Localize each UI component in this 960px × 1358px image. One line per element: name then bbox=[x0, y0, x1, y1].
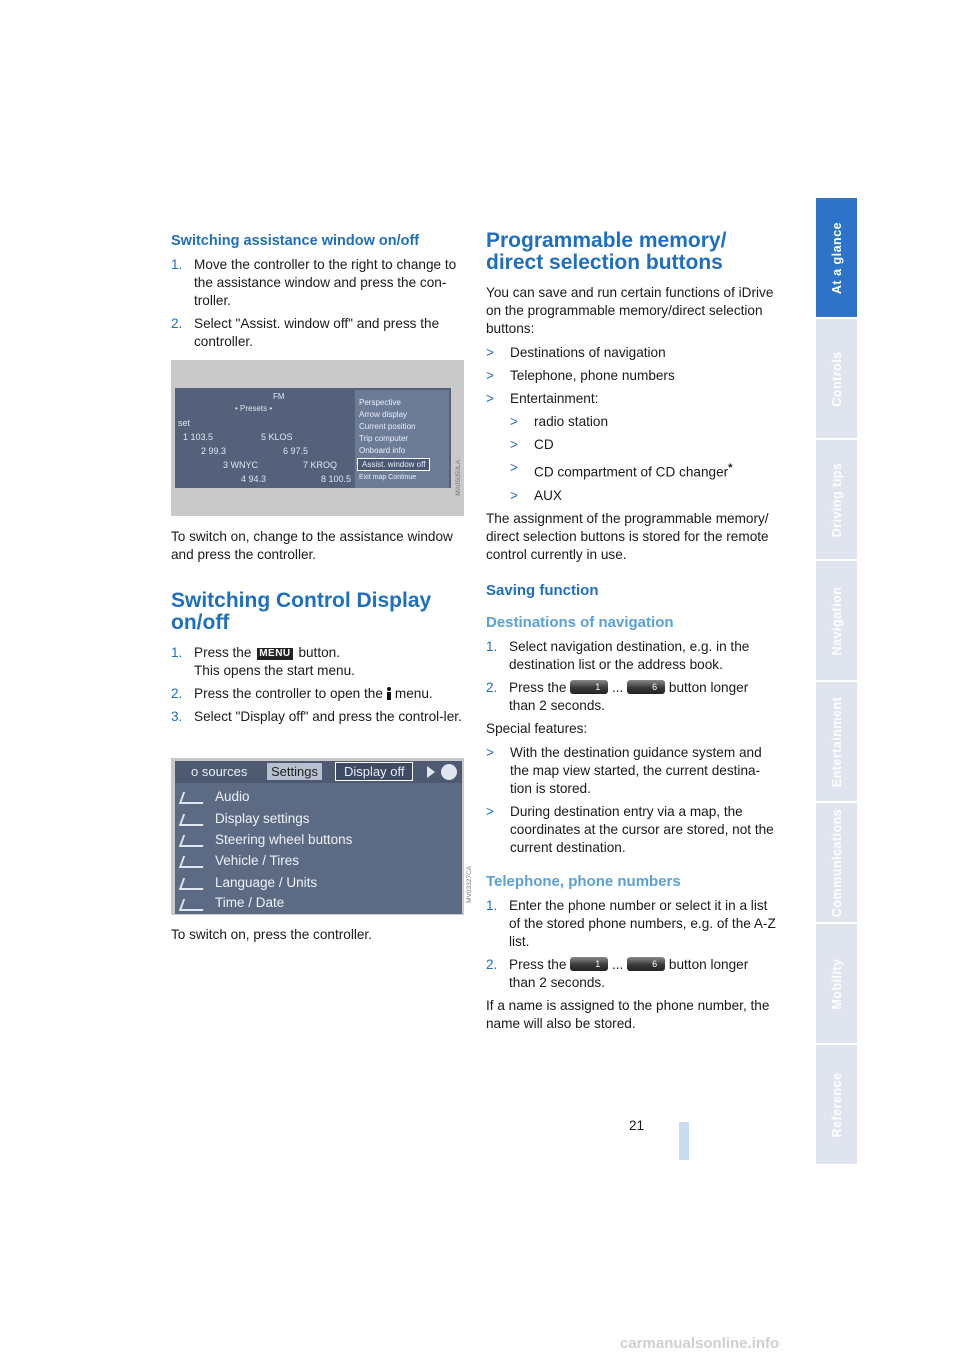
list-item bbox=[486, 390, 778, 408]
step-number: 1. bbox=[486, 638, 498, 654]
step-number: 2. bbox=[486, 956, 498, 972]
tab-sources: o sources bbox=[191, 764, 248, 779]
menu-item: Steering wheel buttons bbox=[215, 832, 353, 847]
ellipsis: ... bbox=[611, 679, 624, 695]
tab-navigation[interactable] bbox=[816, 561, 857, 680]
step-text: Select "Assist. window off" and press the controller. bbox=[194, 316, 440, 349]
station: 2 99.3 bbox=[201, 446, 227, 456]
tab-label: Reference bbox=[829, 1072, 844, 1137]
sub-list-item bbox=[486, 413, 778, 431]
step-text: Press the bbox=[509, 679, 567, 695]
step-text: Press the controller to open the bbox=[194, 686, 383, 701]
list-item-text: During destination entry via a map, the coordinates at the cursor are stored, not the current destination. bbox=[510, 803, 774, 855]
list-item-text: CD bbox=[534, 437, 554, 452]
memory-button-6-icon bbox=[627, 957, 665, 971]
audio-icon bbox=[179, 792, 207, 804]
tab-label: Driving tips bbox=[829, 462, 844, 537]
step-text: button longer than 2 seconds. bbox=[509, 956, 749, 990]
menu-item: Language / Units bbox=[215, 875, 318, 890]
step-display-3 bbox=[171, 708, 463, 726]
tab-label: Entertainment bbox=[829, 696, 844, 787]
step-assist-1 bbox=[171, 256, 463, 310]
menu-button-icon: MENU bbox=[259, 648, 291, 659]
sub-list-item bbox=[486, 459, 778, 482]
list-item-text: AUX bbox=[534, 487, 562, 503]
display-switch-on: To switch on, press the controller. bbox=[171, 927, 372, 942]
info-icon bbox=[386, 687, 392, 700]
step-dest-1 bbox=[486, 638, 778, 674]
step-number: 2. bbox=[486, 679, 498, 695]
vehicle-icon bbox=[179, 856, 207, 868]
step-number: 3. bbox=[171, 709, 183, 724]
intro-text: You can save and run certain functions of iDrive on the programmable memory/direct selection buttons: bbox=[486, 285, 774, 336]
settings-screen bbox=[175, 761, 462, 914]
list-item-text: With the destination guidance system and the map view started, the current destina-tion is stored. bbox=[510, 744, 762, 796]
tab-driving-tips[interactable] bbox=[816, 440, 857, 559]
menu-item: Display settings bbox=[215, 811, 310, 826]
tab-label: Mobility bbox=[829, 957, 844, 1010]
tab-at-a-glance[interactable] bbox=[816, 198, 857, 317]
menu-item: Trip computer bbox=[359, 434, 409, 443]
heading-programmable-buttons: Programmable memory/ direct selection buttons bbox=[486, 229, 727, 274]
left-column-footer-text bbox=[171, 926, 463, 950]
phone-note: If a name is assigned to the phone number, the name will also be stored. bbox=[486, 997, 770, 1031]
button-number: 6 bbox=[652, 681, 658, 692]
settings-tabs bbox=[175, 761, 462, 783]
sub-list-item bbox=[486, 436, 778, 454]
arrow-right-icon bbox=[427, 766, 435, 778]
button-number: 6 bbox=[652, 958, 658, 969]
bullet-marker: > bbox=[486, 368, 494, 383]
list-item-text: CD compartment of CD changer bbox=[534, 464, 729, 480]
language-icon bbox=[179, 878, 207, 890]
list-item-text: Destinations of navigation bbox=[510, 345, 666, 360]
heading-telephone: Telephone, phone numbers bbox=[486, 872, 681, 890]
step-number: 1. bbox=[171, 645, 183, 660]
image-code: MA05050LA bbox=[455, 460, 462, 496]
step-text: button longer than 2 seconds. bbox=[509, 679, 749, 713]
list-item-text: Telephone, phone numbers bbox=[510, 368, 675, 383]
step-text: Move the controller to the right to change to the assistance window and press the con-troller. bbox=[194, 257, 457, 308]
sub-list-item bbox=[486, 487, 778, 505]
menu-footer: Exit map Continue bbox=[359, 474, 417, 481]
menu-item-selected: Assist. window off bbox=[357, 458, 430, 471]
step-phone-2 bbox=[486, 956, 778, 992]
assistance-menu bbox=[355, 390, 449, 488]
tab-entertainment[interactable] bbox=[816, 682, 857, 801]
presets-label: • Presets • bbox=[235, 404, 273, 413]
bullet-marker: > bbox=[510, 460, 518, 475]
memory-button-6-icon bbox=[627, 680, 665, 694]
menu-item: Perspective bbox=[359, 398, 401, 407]
list-item bbox=[486, 344, 778, 362]
step-number: 1. bbox=[486, 897, 498, 913]
step-dest-2 bbox=[486, 679, 778, 715]
bullet-marker: > bbox=[486, 391, 494, 406]
station: 3 WNYC bbox=[223, 460, 259, 470]
tab-controls[interactable] bbox=[816, 319, 857, 438]
menu-item: Current position bbox=[359, 422, 416, 431]
menu-item: Time / Date bbox=[215, 895, 285, 910]
step-text: This opens the start menu. bbox=[194, 663, 355, 678]
list-item-text: Entertainment: bbox=[510, 391, 599, 406]
tab-communications[interactable] bbox=[816, 803, 857, 922]
tab-label: Navigation bbox=[829, 586, 844, 655]
step-display-1 bbox=[171, 644, 463, 680]
display-icon bbox=[179, 814, 207, 826]
step-text: menu. bbox=[394, 686, 433, 701]
clock-icon bbox=[179, 899, 207, 911]
set-label: set bbox=[178, 418, 191, 428]
heading-destinations: Destinations of navigation bbox=[486, 613, 674, 631]
step-text: Press the bbox=[509, 956, 567, 972]
station: 7 KROQ bbox=[303, 460, 338, 470]
chapter-tabs bbox=[816, 198, 857, 1166]
tab-settings: Settings bbox=[267, 763, 322, 780]
menu-item: Audio bbox=[215, 789, 250, 804]
step-number: 2. bbox=[171, 686, 183, 701]
station: 8 100.5 bbox=[321, 474, 352, 484]
left-column bbox=[171, 232, 463, 356]
ellipsis: ... bbox=[611, 956, 624, 972]
tab-display-off: Display off bbox=[335, 762, 413, 781]
list-item bbox=[486, 803, 778, 857]
heading-assistance-window: Switching assistance window on/off bbox=[171, 233, 420, 249]
special-features-label: Special features: bbox=[486, 720, 588, 736]
right-column bbox=[486, 230, 778, 1039]
bullet-marker: > bbox=[510, 437, 518, 452]
memory-button-1-icon bbox=[570, 680, 608, 694]
bullet-marker: > bbox=[510, 487, 518, 503]
step-text: Enter the phone number or select it in a list of the stored phone numbers, e.g. of the A-Z list. bbox=[509, 897, 776, 949]
step-text: Select "Display off" and press the control-ler. bbox=[194, 709, 462, 724]
list-item bbox=[486, 367, 778, 385]
page-marker-bar bbox=[679, 1122, 689, 1160]
assignment-text: The assignment of the programmable memory/ direct selection buttons is stored for the remote control currently in use. bbox=[486, 510, 769, 562]
step-text: button. bbox=[298, 645, 341, 660]
station: 4 94.3 bbox=[241, 474, 267, 484]
tab-label: Communications bbox=[829, 808, 844, 917]
bullet-marker: > bbox=[510, 414, 518, 429]
heading-control-display: Switching Control Display on/off bbox=[171, 589, 432, 634]
bullet-marker: > bbox=[486, 744, 494, 760]
list-item-text: radio station bbox=[534, 414, 609, 429]
step-number: 1. bbox=[171, 257, 183, 272]
button-number: 1 bbox=[595, 958, 601, 969]
settings-menu-screenshot bbox=[171, 758, 473, 915]
step-phone-1 bbox=[486, 897, 778, 951]
band-label: FM bbox=[273, 392, 285, 401]
menu-item: Onboard info bbox=[359, 446, 406, 455]
step-text: Select navigation destination, e.g. in the destination list or the address book. bbox=[509, 638, 750, 672]
footer-watermark: carmanualsonline.info bbox=[620, 1335, 780, 1352]
assistance-window-screenshot bbox=[171, 360, 464, 516]
heading-saving-function: Saving function bbox=[486, 581, 599, 599]
step-assist-2 bbox=[171, 315, 463, 351]
step-number: 2. bbox=[171, 316, 183, 331]
tab-label: Controls bbox=[829, 350, 844, 407]
left-column-lower bbox=[171, 528, 463, 731]
tab-label: At a glance bbox=[829, 221, 844, 294]
optional-equipment-star: * bbox=[728, 462, 733, 474]
tab-reference[interactable] bbox=[816, 1045, 857, 1164]
bullet-marker: > bbox=[486, 345, 494, 360]
list-item bbox=[486, 744, 778, 798]
radio-screen bbox=[175, 388, 451, 488]
memory-button-1-icon bbox=[570, 957, 608, 971]
step-display-2 bbox=[171, 685, 463, 703]
page-number: 21 bbox=[629, 1118, 645, 1133]
tab-mobility[interactable] bbox=[816, 924, 857, 1043]
controller-icon bbox=[441, 764, 457, 780]
image-code: MV03327CA bbox=[466, 866, 473, 903]
station: 5 KLOS bbox=[261, 432, 293, 442]
steering-wheel-icon bbox=[179, 835, 207, 847]
menu-item: Arrow display bbox=[359, 410, 408, 419]
step-text: Press the bbox=[194, 645, 252, 660]
button-number: 1 bbox=[595, 681, 601, 692]
station: 6 97.5 bbox=[283, 446, 309, 456]
assist-switch-on: To switch on, change to the assistance window and press the controller. bbox=[171, 529, 453, 562]
menu-item: Vehicle / Tires bbox=[215, 853, 300, 868]
station: 1 103.5 bbox=[183, 432, 214, 442]
bullet-marker: > bbox=[486, 803, 494, 819]
